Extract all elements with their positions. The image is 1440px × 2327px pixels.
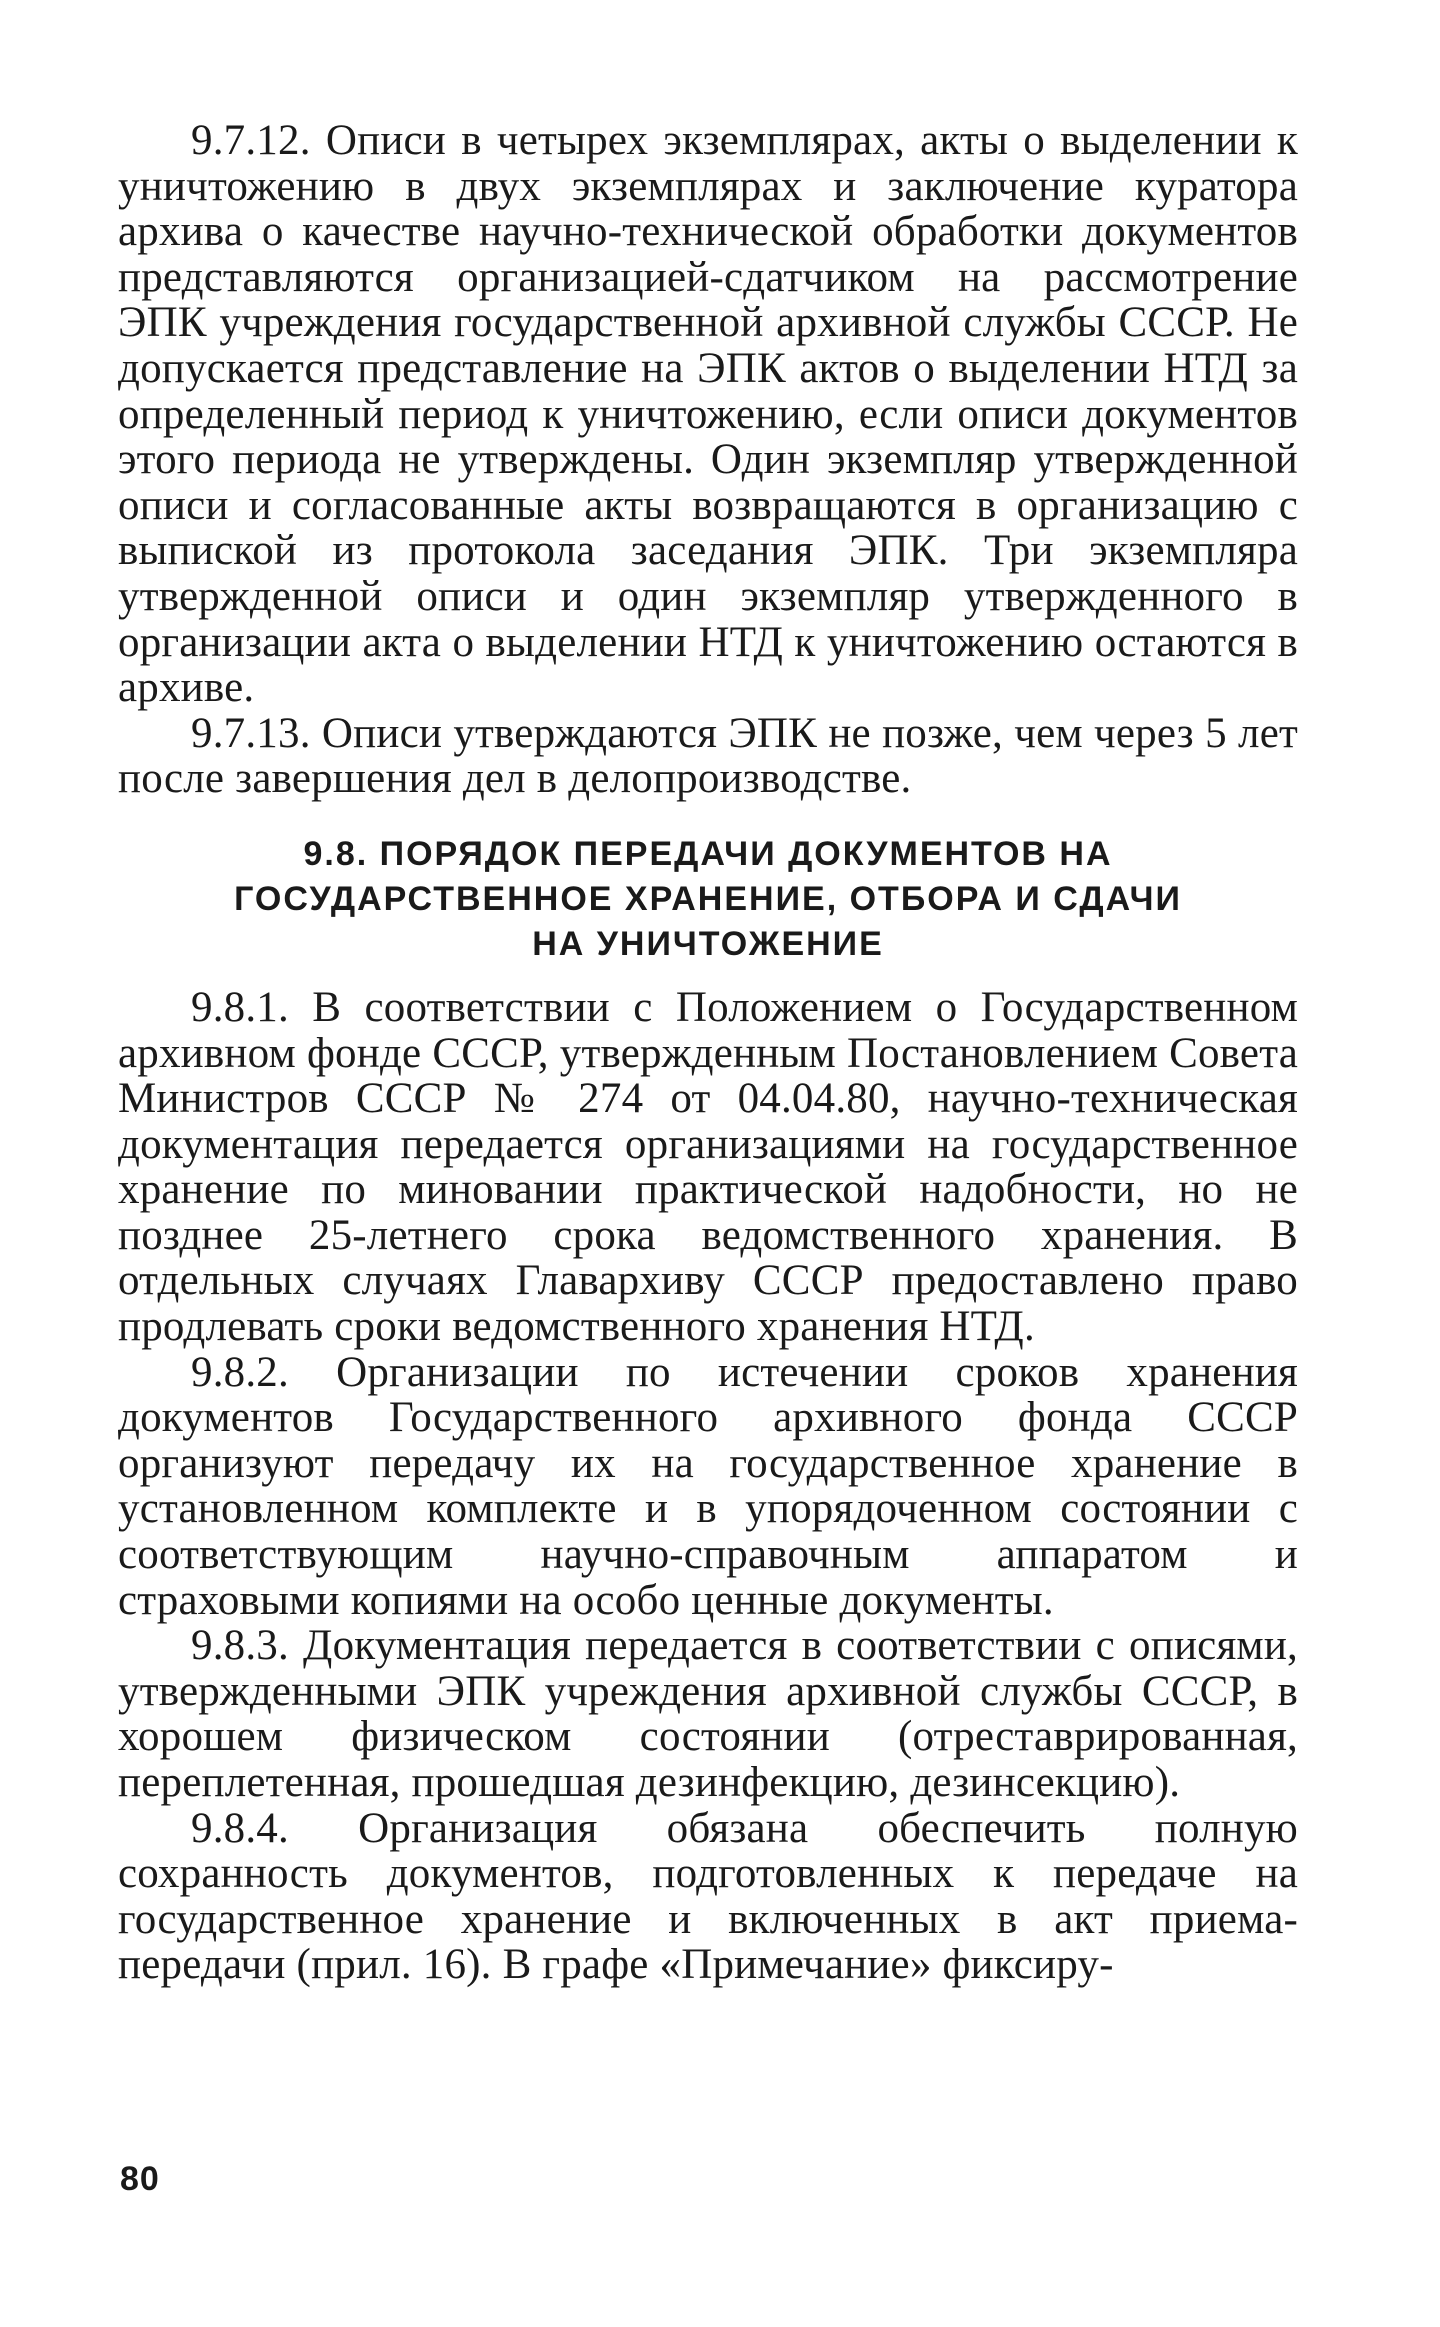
section-heading — [138, 832, 1278, 967]
paragraph-9-8-3: 9.8.3. Документация передается в соответствии с описями, утвержденными ЭПК учреждения архивной службы СССР, в хорошем физическом состоянии (отреставрированная, переплетенная, прошедшая дезинфекцию, дезинсекцию). — [118, 1622, 1298, 1806]
section-heading-line-1: 9.8. ПОРЯДОК ПЕРЕДАЧИ ДОКУМЕНТОВ НА — [303, 834, 1113, 873]
page-content — [118, 118, 1298, 1988]
section-heading-line-2: ГОСУДАРСТВЕННОЕ ХРАНЕНИЕ, ОТБОРА И СДАЧИ — [234, 879, 1182, 918]
paragraph-9-8-2: 9.8.2. Организации по истечении сроков хранения документов Государственного архивного фонда СССР организуют передачу их на государственное хранение в установленном комплекте и в упорядоченном состоянии с соответствующим научно-справочным аппаратом и страховыми копиями на особо ценные документы. — [118, 1348, 1298, 1624]
page-number: 80 — [120, 2160, 160, 2198]
paragraph-9-8-1: 9.8.1. В соответствии с Положением о Государственном архивном фонде СССР, утвержденным Постановлением Совета Министров СССР № 274 от 04.04.80, научно-техническая документация передается организациями на государственное хранение по миновании практической надобности, но не позднее 25-летнего срока ведомственного хранения. В отдельных случаях Главархиву СССР предоставлено право продлевать сроки ведомственного хранения НТД. — [118, 983, 1298, 1351]
paragraph-9-7-12: 9.7.12. Описи в четырех экземплярах, акты о выделении к уничтожению в двух экземплярах и заключение куратора архива о качестве научно-технической обработки документов представляются организацией-сдатчиком на рассмотрение ЭПК учреждения государственной архивной службы СССР. Не допускается представление на ЭПК актов о выделении НТД за определенный период к уничтожению, если описи документов этого периода не утверждены. Один экземпляр утвержденной описи и согласованные акты возвращаются в организацию с выпиской из протокола заседания ЭПК. Три экземпляра утвержденной описи и один экземпляр утвержденного в организации акта о выделении НТД к уничтожению остаются в архиве. — [118, 117, 1298, 712]
paragraph-9-7-13: 9.7.13. Описи утверждаются ЭПК не позже, чем через 5 лет после завершения дел в делопроизводстве. — [118, 709, 1298, 803]
section-heading-line-3: НА УНИЧТОЖЕНИЕ — [532, 924, 884, 963]
paragraph-9-8-4: 9.8.4. Организация обязана обеспечить полную сохранность документов, подготовленных к передаче на государственное хранение и включенных в акт приема-передачи (прил. 16). В графе «Примечание» фиксиру- — [118, 1804, 1298, 1989]
